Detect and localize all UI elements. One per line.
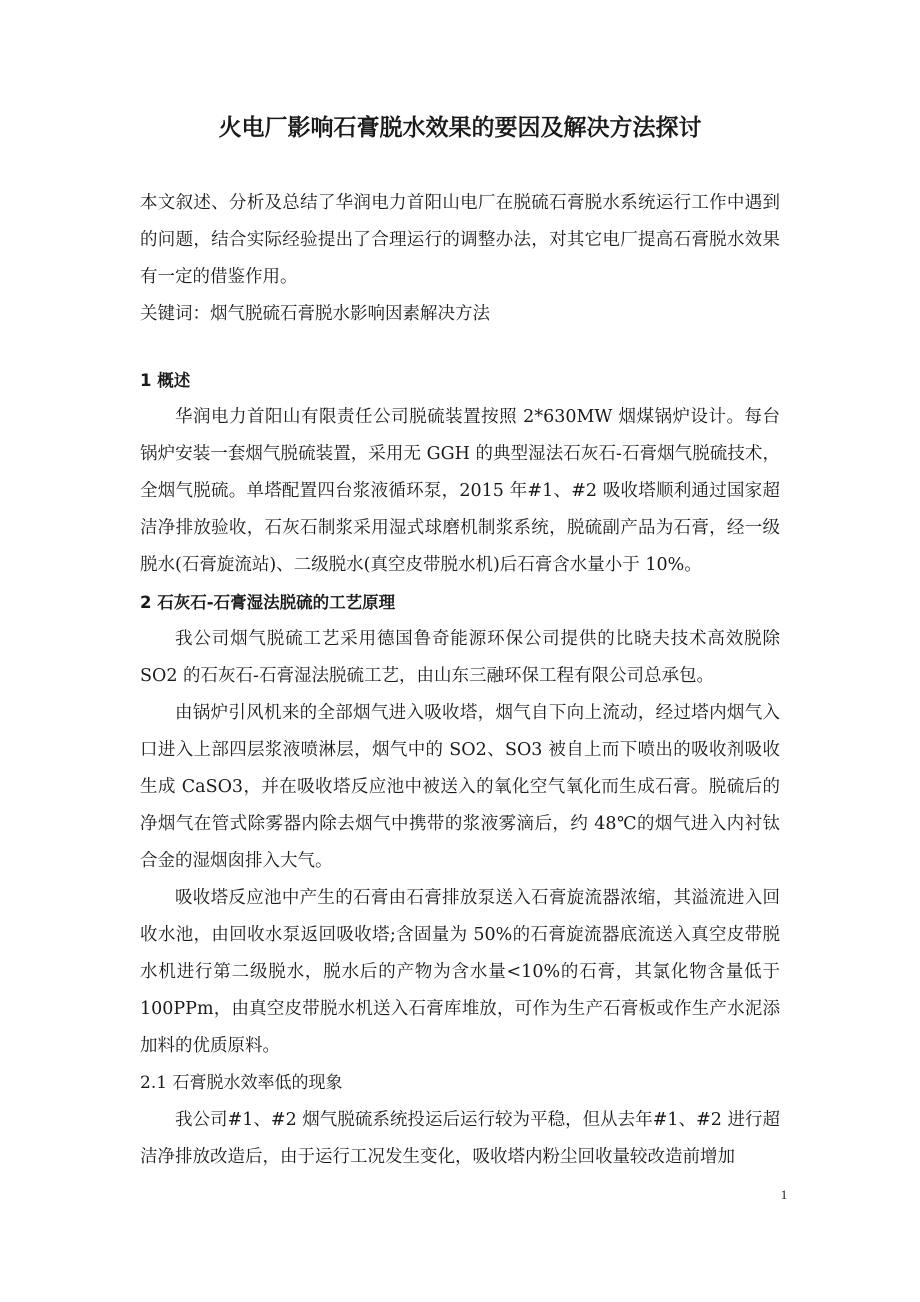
section-2-1-paragraph-1: 我公司#1、#2 烟气脱硫系统投运后运行较为平稳，但从去年#1、#2 进行超洁净排放改造后，由于运行工况发生变化，吸收塔内粉尘回收量较改造前增加: [140, 1110, 780, 1167]
section-1-paragraph-1: 华润电力首阳山有限责任公司脱硫装置按照 2*630MW 烟煤锅炉设计。每台锅炉安装一套烟气脱硫装置，采用无 GGH 的典型湿法石灰石-石膏烟气脱硫技术，全烟气脱硫。单塔配置四台浆液循环泵，2015 年#1、#2 吸收塔顺利通过国家超洁净排放验收，石灰石制浆采用湿式球磨机制浆系统，脱硫副产品为石膏，经一级脱水(石膏旋流站)、二级脱水(真空皮带脱水机)后石膏含水量小于 10%。: [140, 407, 780, 575]
section-1-heading: 1 概述: [140, 371, 191, 390]
section-2-heading: 2 石灰石-石膏湿法脱硫的工艺原理: [140, 593, 396, 612]
document-title: 火电厂影响石膏脱水效果的要因及解决方法探讨: [218, 115, 702, 141]
keywords-line: 关键词：烟气脱硫石膏脱水影响因素解决方法: [140, 304, 490, 324]
section-2-paragraph-2: 由锅炉引风机来的全部烟气进入吸收塔，烟气自下向上流动，经过塔内烟气入口进入上部四层浆液喷淋层，烟气中的 SO2、SO3 被自上而下喷出的吸收剂吸收生成 CaSO3，并在吸收塔反应池中被送入的氧化空气氧化而生成石膏。脱硫后的净烟气在管式除雾器内除去烟气中携带的浆液雾滴后，约 48℃的烟气进入内衬钛合金的湿烟囱排入大气。: [140, 703, 780, 871]
page-number: 1: [780, 1187, 788, 1202]
section-2-1-heading: 2.1 石膏脱水效率低的现象: [140, 1073, 343, 1093]
abstract-paragraph: 本文叙述、分析及总结了华润电力首阳山电厂在脱硫石膏脱水系统运行工作中遇到的问题，结合实际经验提出了合理运行的调整办法，对其它电厂提高石膏脱水效果有一定的借鉴作用。: [140, 193, 780, 287]
section-2-paragraph-1: 我公司烟气脱硫工艺采用德国鲁奇能源环保公司提供的比晓夫技术高效脱除 SO2 的石灰石-石膏湿法脱硫工艺，由山东三融环保工程有限公司总承包。: [140, 629, 780, 686]
section-spacer: [140, 333, 780, 362]
section-2-paragraph-3: 吸收塔反应池中产生的石膏由石膏排放泵送入石膏旋流器浓缩，其溢流进入回收水池，由回收水泵返回吸收塔;含固量为 50%的石膏旋流器底流送入真空皮带脱水机进行第二级脱水，脱水后的产物为含水量<10%的石膏，其氯化物含量低于 100PPm，由真空皮带脱水机送入石膏库堆放，可作为生产石膏板或作生产水泥添加料的优质原料。: [140, 888, 780, 1056]
document-body: [140, 185, 780, 1176]
